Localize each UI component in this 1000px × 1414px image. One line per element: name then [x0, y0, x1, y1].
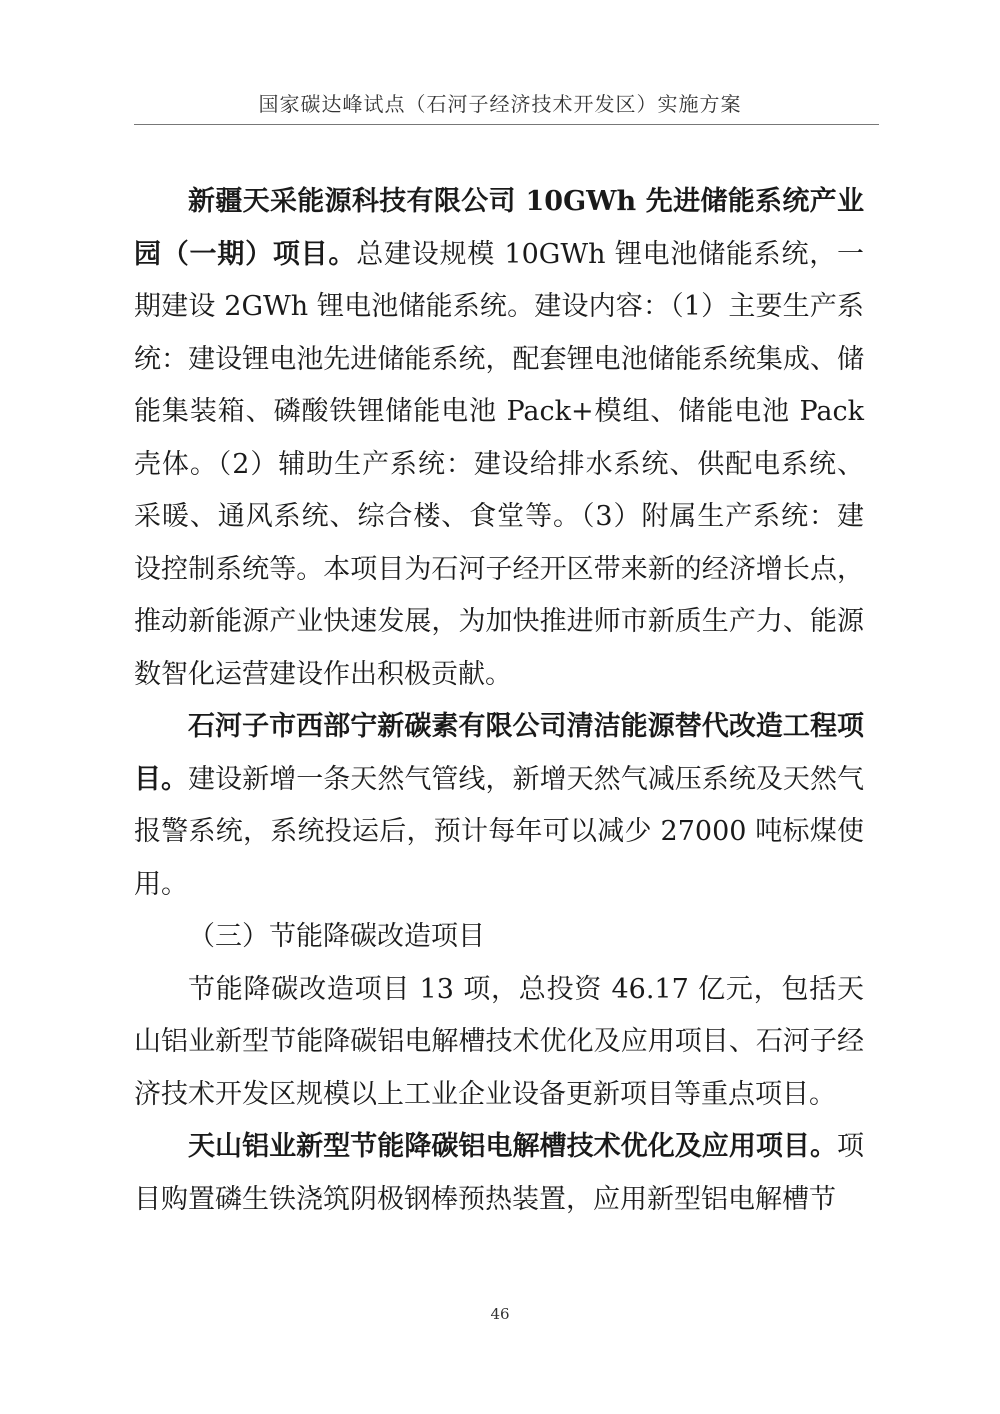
- project-description-tiancai: 总建设规模 10GWh 锂电池储能系统，一期建设 2GWh 锂电池储能系统。建设内容：（1）主要生产系统：建设锂电池先进储能系统，配套锂电池储能系统集成、储能集装箱、磷酸铁锂储能电池 Pack+模组、储能电池 Pack 壳体。（2）辅助生产系统：建设给排水系统、供配电系统、采暖、通风系统、综合楼、食堂等。（3）附属生产系统：建设控制系统等。本项目为石河子经开区带来新的经济增长点，推动新能源产业快速发展，为加快推进师市新质生产力、能源数智化运营建设作出积极贡献。: [134, 238, 865, 690]
- project-description-tianshan: 项目购置磷生铁浇筑阴极钢棒预热装置，应用新型铝电解槽节: [134, 1131, 864, 1215]
- section-intro-paragraph: 节能降碳改造项目 13 项，总投资 46.17 亿元，包括天山铝业新型节能降碳铝电解槽技术优化及应用项目、石河子经济技术开发区规模以上工业企业设备更新项目等重点项目。: [134, 973, 864, 1110]
- section-heading: （三）节能降碳改造项目: [188, 921, 485, 952]
- paragraph-clean-energy-project: [134, 701, 864, 911]
- page-header-title: 国家碳达峰试点（石河子经济技术开发区）实施方案: [258, 92, 742, 116]
- page-number: 46: [490, 1305, 510, 1323]
- header-divider: [134, 124, 879, 125]
- project-description-ningxin: 建设新增一条天然气管线，新增天然气减压系统及天然气报警系统，系统投运后，预计每年可以减少 27000 吨标煤使用。: [134, 763, 865, 900]
- paragraph-tianshan-project: [134, 1121, 864, 1226]
- project-title-tianshan: 天山铝业新型节能降碳铝电解槽技术优化及应用项目。: [188, 1131, 837, 1162]
- paragraph-energy-storage-project: [134, 176, 864, 701]
- project-title-tiancai: 新疆天采能源科技有限公司 10GWh 先进储能系统产业园（一期）项目。: [134, 186, 864, 270]
- project-title-ningxin: 石河子市西部宁新碳素有限公司清洁能源替代改造工程项目。: [134, 711, 864, 795]
- document-body: [134, 176, 864, 1226]
